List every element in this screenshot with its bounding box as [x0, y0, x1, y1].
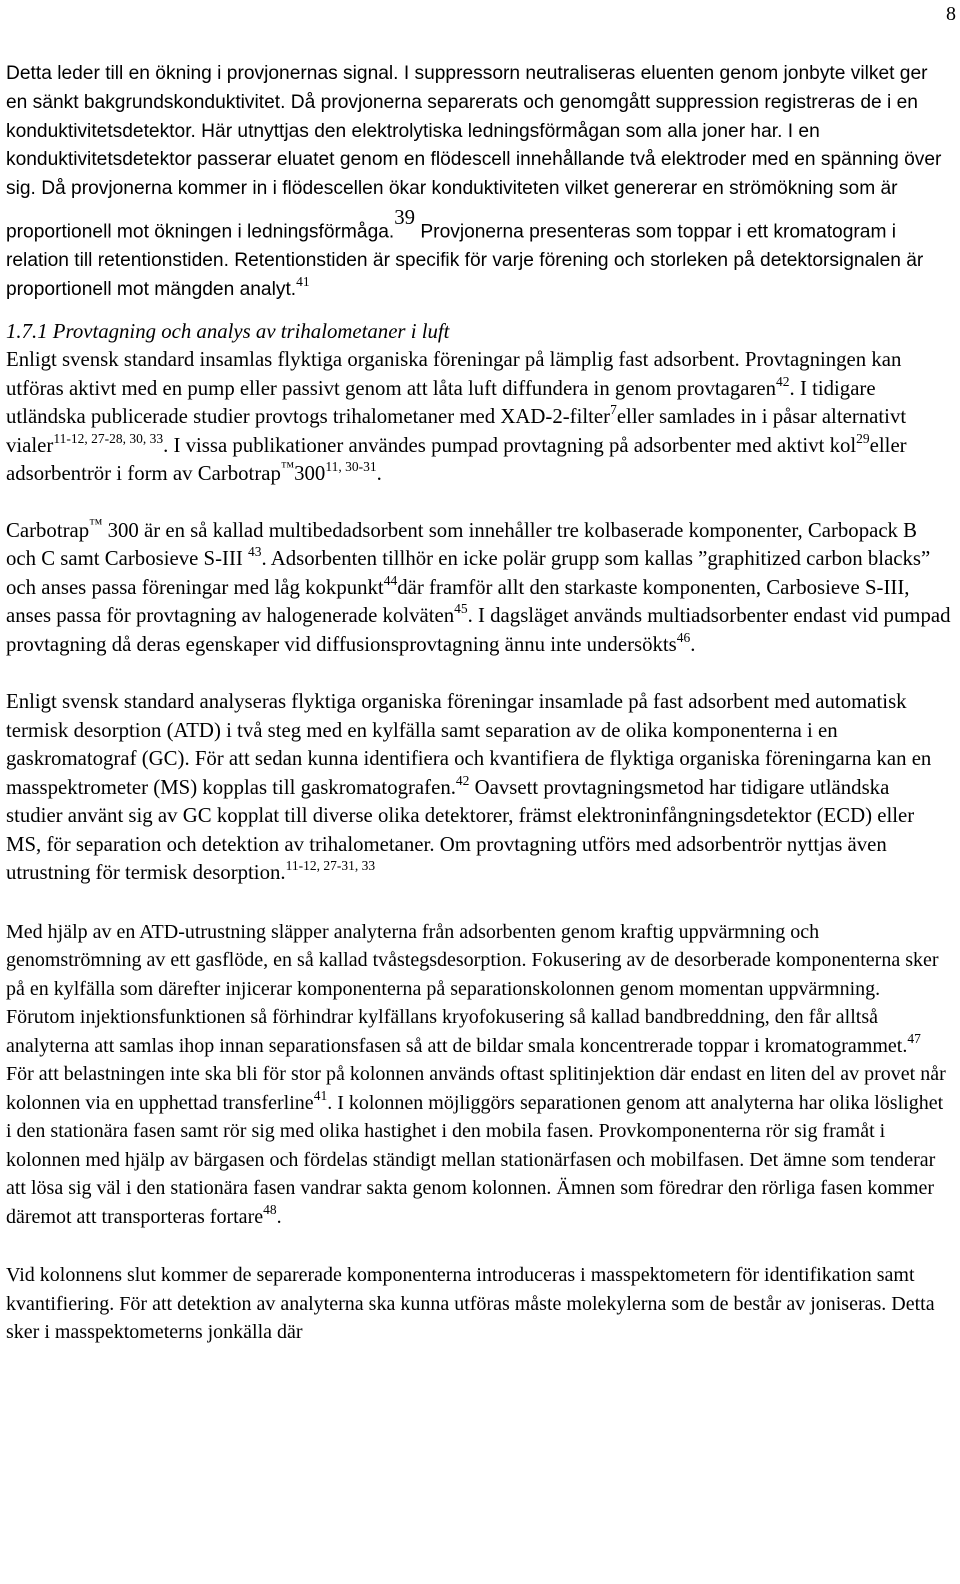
- paragraph-text: där framför allt den starkaste komponenten, Carbosieve S-III, anses passa för provtagning av halogenerade kolväten: [6, 575, 910, 628]
- citation-ref: 7: [610, 402, 617, 418]
- paragraph-text: .: [276, 1205, 282, 1228]
- page-number: 8: [946, 3, 956, 25]
- paragraph-text: Provjonerna presenteras som toppar i ett kromatogram i relation till retentionstiden. Retentionstiden är specifik för varje förening och storleken på detektorsignalen är proportionell mot mängden analyt.: [6, 221, 924, 301]
- paragraph-text: . I tidigare utländska publicerade studier provtogs trihalometaner med XAD-2-filter: [6, 376, 876, 429]
- section-heading: 1.7.1 Provtagning och analys av trihalometaner i luft: [6, 319, 450, 343]
- paragraph-text: . I vissa publikationer användes pumpad provtagning på adsorbenter med aktivt kol: [163, 433, 857, 457]
- citation-ref: 42: [776, 374, 790, 390]
- citation-ref: 48: [263, 1202, 277, 1218]
- citation-ref: 11, 30-31: [325, 459, 377, 475]
- citation-ref: 47: [907, 1031, 921, 1047]
- citation-ref: 44: [383, 573, 398, 589]
- citation-ref: 29: [856, 431, 870, 447]
- paragraph-text: 300: [294, 462, 326, 486]
- paragraph-text: . I kolonnen möjliggörs separationen genom att analyterna har olika löslighet i den stationära fasen samt rör sig med olika hastighet i den mobila fasen. Provkomponenterna rör sig framåt i kolonnen med hjälp av bärgasen och fördelas ständigt mellan stationärfasen och mobilfasen. Det ämne som tenderar att lösa sig väl i den stationära fasen vandrar sakta genom kolonnen. Ämnen som föredrar den rörliga fasen kommer däremot att transporteras fortare: [6, 1091, 944, 1228]
- paragraph-text: Carbotrap: [6, 518, 90, 542]
- document-body: [6, 60, 951, 1367]
- paragraph-carbotrap: [6, 517, 951, 660]
- citation-ref: 46: [676, 630, 691, 646]
- trademark-symbol: ™: [89, 516, 103, 532]
- paragraph-text: 300 är en så kallad multibedadsorbent som innehåller tre kolbaserade komponenter, Carbopack B och C samt Carbosieve S-III: [6, 518, 918, 571]
- paragraph-analysis: [6, 688, 951, 888]
- paragraph-text: Enligt svensk standard insamlas flyktiga organiska föreningar på lämplig fast adsorbent. Provtagningen kan utföras aktivt med en pump eller passivt genom att låta luft diffundera in genom provtagaren: [6, 348, 902, 400]
- paragraph-text: eller adsorbentrör i form av Carbotrap: [6, 433, 907, 486]
- paragraph-text: Med hjälp av en ATD-utrustning släpper analyterna från adsorbenten genom kraftig uppvärmning och genomströmning av ett gasflöde, en så kallad tvåstegsdesorption. Fokusering av de desorberade komponenterna sker på en kylfälla som därefter injicerar komponenterna på separationskolonnen genom momentan uppvärmning. Förutom injektionsfunktionen så förhindrar kylfällans kryofokusering så kallad bandbreddning, den får alltså analyterna att samlas ihop innan separationsfasen så att de bildar smala koncentrerade toppar i kromatogrammet.: [6, 920, 939, 1057]
- paragraph-atd: [6, 918, 951, 1232]
- citation-ref: 43: [248, 544, 262, 560]
- paragraph-text: . Adsorbenten tillhör en icke polär grupp som kallas ”graphitized carbon blacks” och anses passa föreningar med låg kokpunkt: [6, 547, 931, 599]
- paragraph-text: Enligt svensk standard analyseras flyktiga organiska föreningar insamlade på fast adsorbent med automatisk termisk desorption (ATD) i två steg med en kylfälla samt separation av de olika komponenterna i en gaskromatograf (GC). För att sedan kunna identifiera och kvantifiera de flyktiga organiska föreningarna kan en masspektrometer (MS) kopplas till gaskromatografen.: [6, 690, 932, 799]
- citation-ref: 45: [454, 601, 468, 617]
- citation-ref: 42: [455, 773, 470, 789]
- citation-ref: 11-12, 27-28, 30, 33: [53, 431, 164, 447]
- paragraph-text: .: [690, 632, 696, 656]
- trademark-symbol: ™: [280, 459, 295, 475]
- paragraph-text: För att belastningen inte ska bli för stor på kolonnen används oftast splitinjektion där endast en liten del av provet når kolonnen via en upphettad transferline: [6, 1063, 946, 1114]
- citation-ref: 41: [313, 1088, 328, 1104]
- citation-ref: 11-12, 27-31, 33: [285, 858, 376, 874]
- paragraph-text: eller samlades in i påsar alternativt vialer: [6, 405, 907, 457]
- paragraph-text: .: [376, 462, 382, 486]
- paragraph-text: Vid kolonnens slut kommer de separerade komponenterna introduceras i masspektometern för identifikation samt kvantifiering. För att detektion av analyterna ska kunna utföras måste molekylerna som de består av joniseras. Detta sker i masspektometerns jonkälla där: [6, 1264, 935, 1344]
- paragraph-text: . I dagsläget används multiadsorbenter endast vid pumpad provtagning då deras egenskaper vid diffusionsprovtagning ännu inte undersökts: [6, 604, 951, 656]
- citation-ref: 41: [296, 274, 310, 290]
- paragraph-conductivity-detection: [6, 60, 951, 305]
- citation-ref: 39: [394, 205, 416, 229]
- paragraph-mass-spectrometry: [6, 1261, 951, 1347]
- paragraph-sampling: [6, 346, 951, 489]
- paragraph-text: Oavsett provtagningsmetod har tidigare utländska studier använt sig av GC kopplat till diverse olika detektorer, främst elektroninfångningsdetektor (ECD) eller MS, för separation och detektion av trihalometaner. Om provtagning utförs med adsorbentrör nyttjas även utrustning för termisk desorption.: [6, 775, 915, 885]
- paragraph-text: Detta leder till en ökning i provjonernas signal. I suppressorn neutraliseras eluenten genom jonbyte vilket ger en sänkt bakgrundskonduktivitet. Då provjonerna separerats och genomgått suppression registreras de i en konduktivitetsdetektor. Här utnyttjas den elektrolytiska ledningsförmågan som alla joner har. I en konduktivitetsdetektor passerar eluatet genom en flödescell innehållande två elektroder med en spänning över sig. Då provjonerna kommer in i flödescellen ökar konduktiviteten vilket genererar en strömökning som är proportionell mot ökningen i ledningsförmåga.: [6, 63, 942, 243]
